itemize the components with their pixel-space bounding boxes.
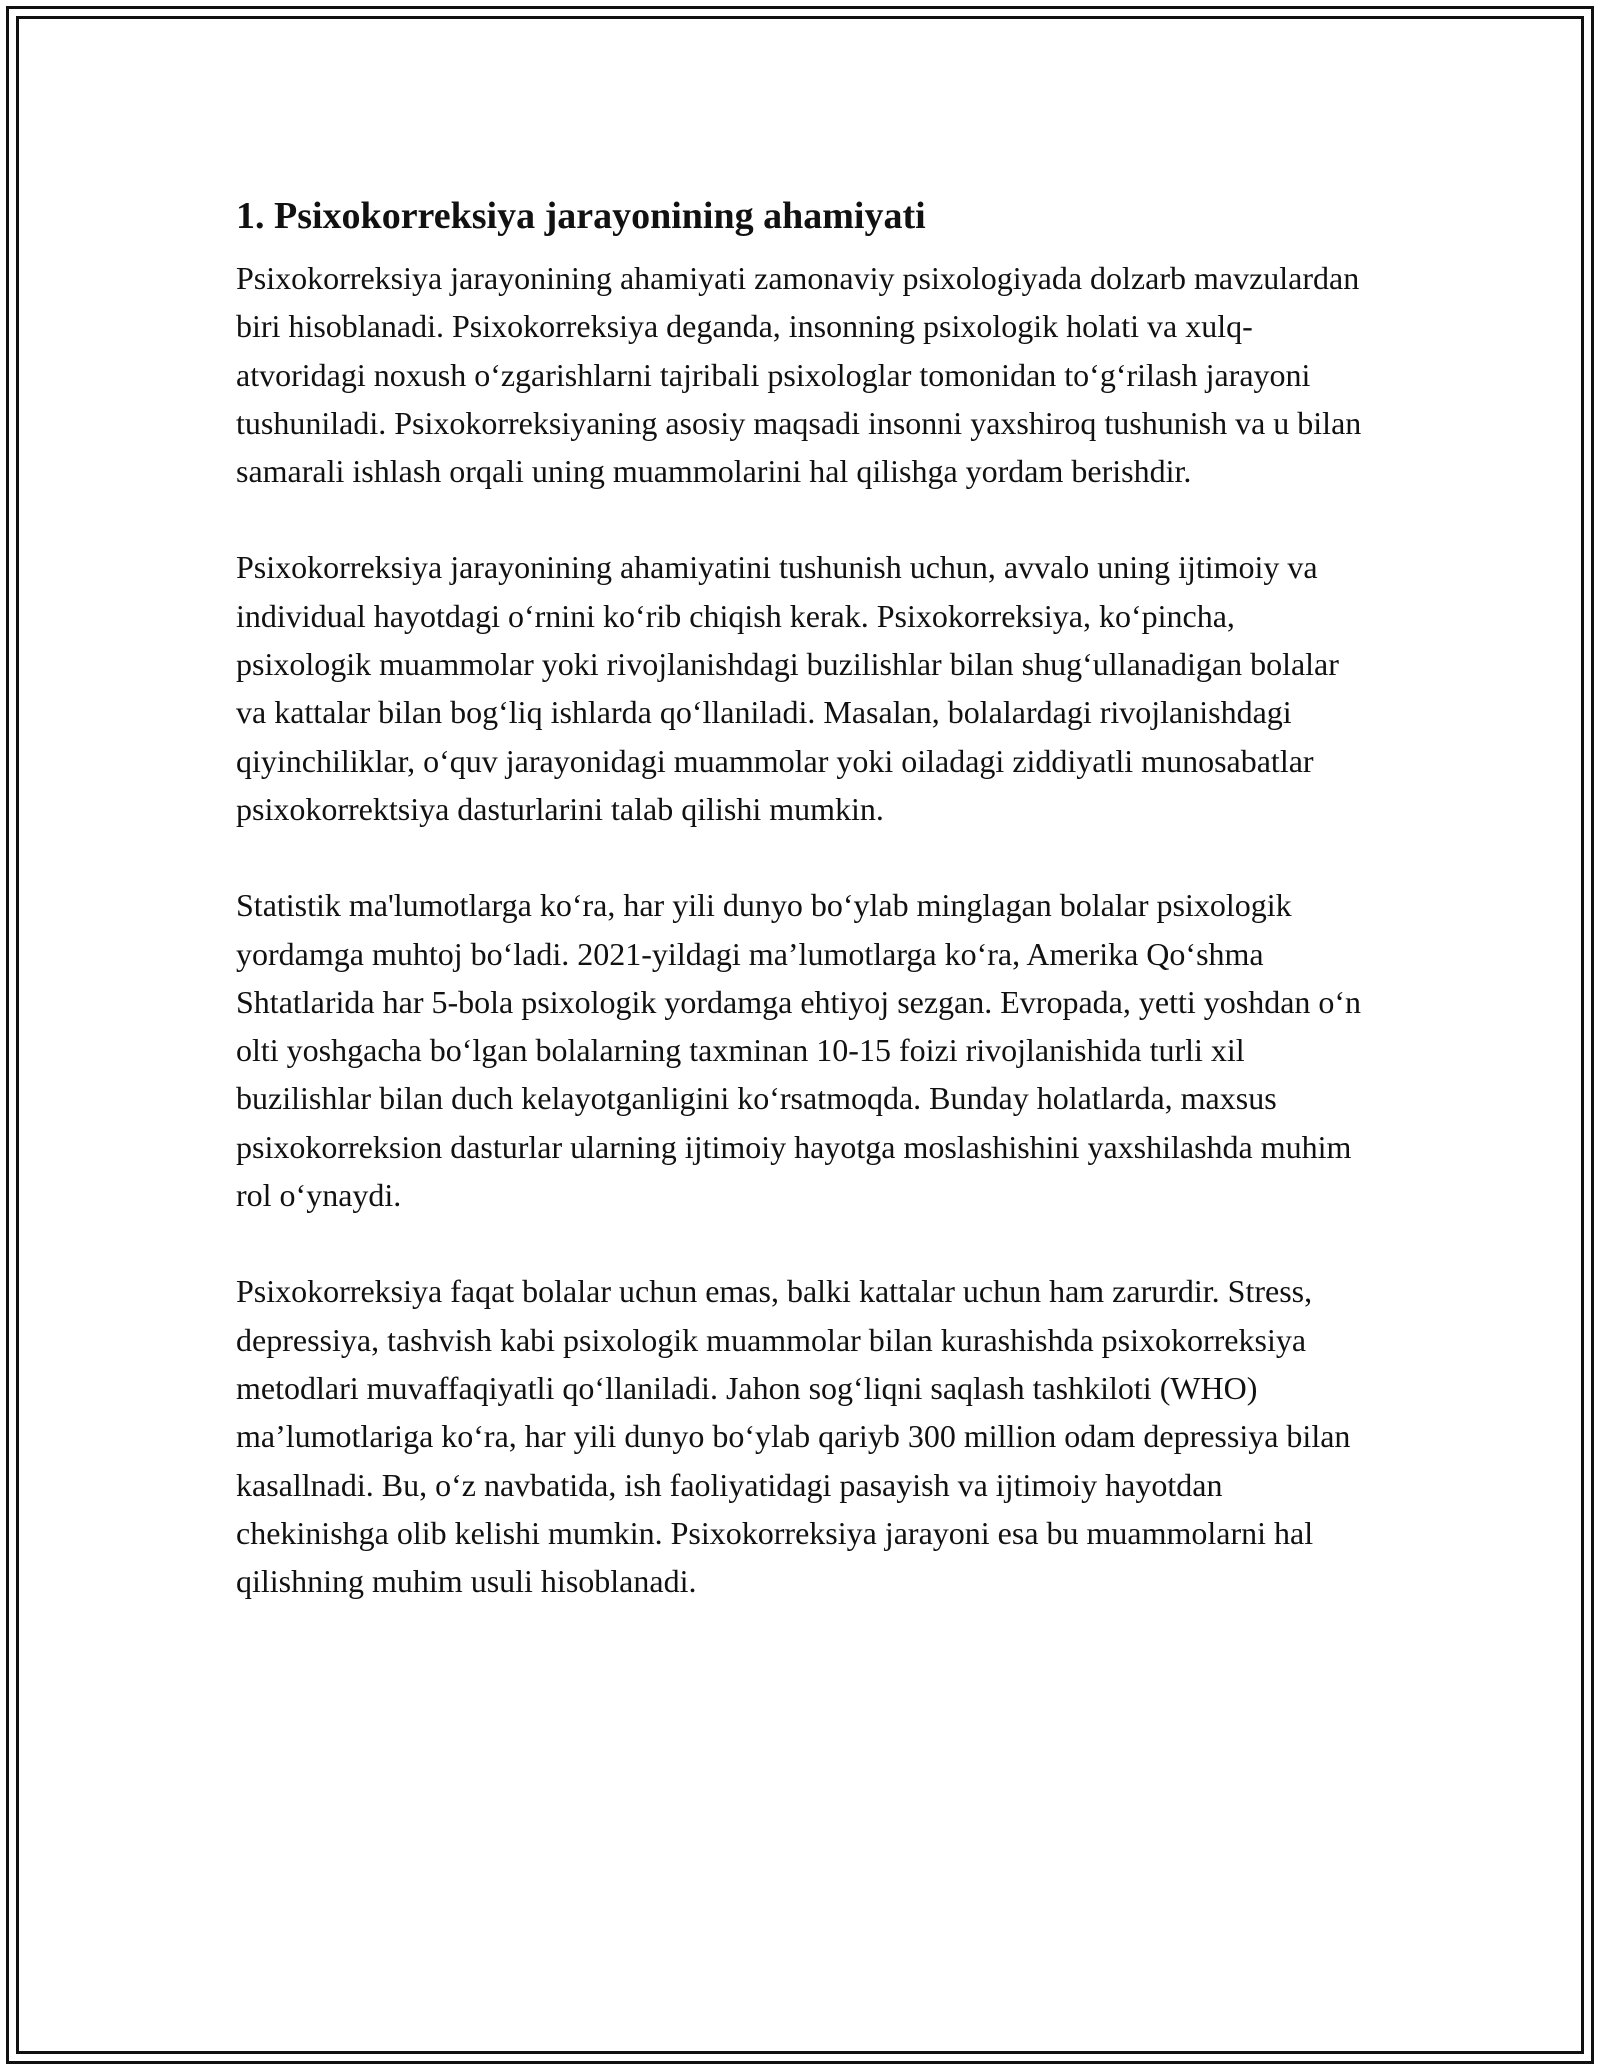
paragraph-social-role: Psixokorreksiya jarayonining ahamiyatini tushunish uchun, avvalo uning ijtimoiy va individual hayotdagi oʻrnini koʻrib chiqish kerak. Psixokorreksiya, koʻpincha, psixologik muammolar yoki rivojlanishdagi buzilishlar bilan shugʻullanadigan bolalar va kattalar bilan bogʻliq ishlarda qoʻllaniladi. Masalan, bolalardagi rivojlanishdagi qiyinchiliklar, oʻquv jarayonidagi muammolar yoki oiladagi ziddiyatli munosabatlar psixokorrektsiya dasturlarini talab qilishi mumkin.: [236, 549, 1339, 827]
paragraph-adults: Psixokorreksiya faqat bolalar uchun emas, balki kattalar uchun ham zarurdir. Stress, depressiya, tashvish kabi psixologik muammolar bilan kurashishda psixokorreksiya metodlari muvaffaqiyatli qoʻllaniladi. Jahon sogʻliqni saqlash tashkiloti (WHO) ma’lumotlariga koʻra, har yili dunyo boʻylab qariyb 300 million odam depressiya bilan kasallnadi. Bu, oʻz navbatida, ish faoliyatidagi pasayish va ijtimoiy hayotdan chekinishga olib kelishi mumkin. Psixokorreksiya jarayoni esa bu muammolarni hal qilishning muhim usuli hisoblanadi.: [236, 1273, 1351, 1600]
document-body: [236, 186, 1376, 1605]
section-heading: 1. Psixokorreksiya jarayonining ahamiyati: [236, 195, 926, 237]
paragraph-statistics: Statistik ma'lumotlarga koʻra, har yili dunyo boʻylab minglagan bolalar psixologik yordamga muhtoj boʻladi. 2021-yildagi ma’lumotlarga koʻra, Amerika Qoʻshma Shtatlarida har 5-bola psixologik yordamga ehtiyoj sezgan. Evropada, yetti yoshdan oʻn olti yoshgacha boʻlgan bolalarning taxminan 10-15 foizi rivojlanishida turli xil buzilishlar bilan duch kelayotganligini koʻrsatmoqda. Bunday holatlarda, maxsus psixokorreksion dasturlar ularning ijtimoiy hayotga moslashishini yaxshilashda muhim rol oʻynaydi.: [236, 887, 1362, 1214]
paragraph-importance-intro: Psixokorreksiya jarayonining ahamiyati zamonaviy psixologiyada dolzarb mavzulardan biri hisoblanadi. Psixokorreksiya deganda, insonning psixologik holati va xulq-atvoridagi noxush oʻzgarishlarni tajribali psixologlar tomonidan toʻgʻrilash jarayoni tushuniladi. Psixokorreksiyaning asosiy maqsadi insonni yaxshiroq tushunish va u bilan samarali ishlash orqali uning muammolarini hal qilishga yordam berishdir.: [236, 260, 1362, 490]
